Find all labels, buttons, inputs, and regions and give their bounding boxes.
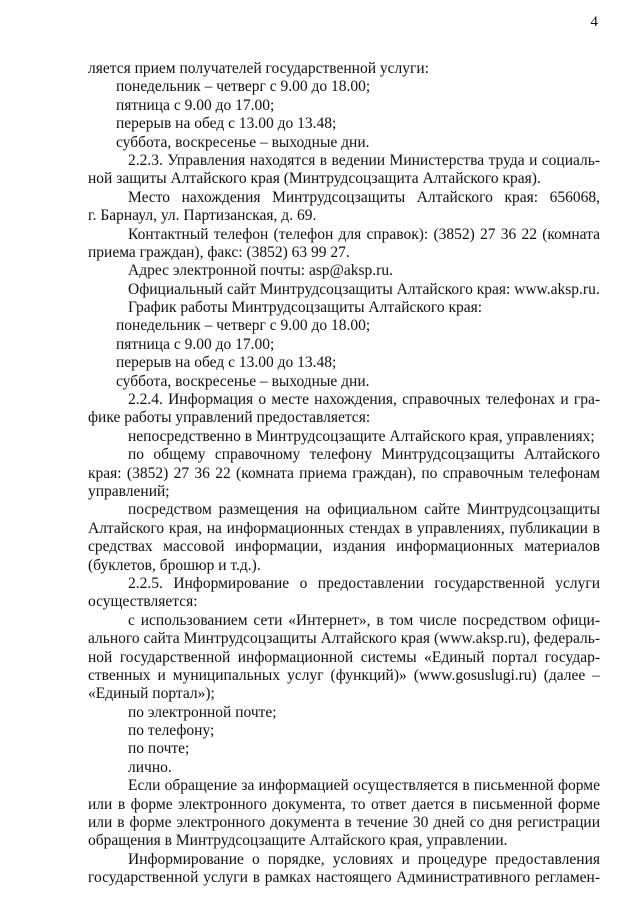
text-line: непосредственно в Минтрудсоцзащите Алтайского края, управлениях;: [128, 427, 595, 445]
text-line: ственных и муниципальных услуг (функций)» (www.gosuslugi.ru) (далее –: [88, 666, 600, 684]
text-line: Адрес электронной почты: asp@aksp.ru.: [128, 262, 393, 280]
text-line: пятница с 9.00 до 17.00;: [116, 96, 275, 114]
text-line: пятница с 9.00 до 17.00;: [116, 335, 275, 353]
document-body: [88, 60, 600, 888]
text-line: ляется прием получателей государственной услуги:: [88, 60, 429, 77]
text-line: 2.2.3. Управления находятся в ведении Министерства труда и социаль-: [128, 151, 600, 169]
text-line: суббота, воскресенье – выходные дни.: [116, 372, 370, 390]
text-line: управлений;: [88, 482, 170, 500]
text-line: осуществляется:: [88, 593, 198, 611]
text-line: по телефону;: [128, 722, 215, 740]
text-line: посредством размещения на официальном сайте Минтрудсоцзащиты: [128, 501, 600, 519]
text-line: государственной услуги в рамках настоящего Административного регламен-: [88, 869, 600, 887]
text-line: по общему справочному телефону Минтрудсоцзащиты Алтайского: [128, 446, 600, 464]
text-line: ального сайта Минтрудсоцзащиты Алтайского края (www.aksp.ru), федераль-: [88, 630, 600, 648]
text-line: края: (3852) 27 36 22 (комната приема граждан), по справочным телефонам: [88, 464, 600, 482]
text-line: График работы Минтрудсоцзащиты Алтайского края:: [128, 299, 483, 317]
text-line: г. Барнаул, ул. Партизанская, д. 69.: [88, 207, 317, 225]
text-line: или в форме электронного документа в течение 30 дней со дня регистрации: [88, 814, 600, 832]
text-line: Контактный телефон (телефон для справок): (3852) 27 36 22 (комната: [128, 225, 600, 243]
text-line: понедельник – четверг с 9.00 до 18.00;: [116, 78, 371, 96]
text-line: (буклетов, брошюр и т.д.).: [88, 556, 261, 574]
text-line: приема граждан), факс: (3852) 63 99 27.: [88, 243, 350, 261]
text-line: Официальный сайт Минтрудсоцзащиты Алтайского края: www.aksp.ru.: [128, 280, 600, 298]
text-line: Алтайского края, на информационных стендах в управлениях, публикации в: [88, 519, 600, 537]
text-line: перерыв на обед с 13.00 до 13.48;: [116, 115, 337, 133]
text-line: «Единый портал»);: [88, 685, 215, 703]
text-line: 2.2.5. Информирование о предоставлении государственной услуги: [128, 574, 600, 592]
text-line: по почте;: [128, 740, 190, 758]
text-line: средствах массовой информации, издания информационных материалов: [88, 538, 600, 556]
text-line: обращения в Минтрудсоцзащите Алтайского края, управлении.: [88, 832, 508, 850]
text-line: Если обращение за информацией осуществляется в письменной форме: [128, 777, 600, 795]
text-line: лично.: [128, 758, 172, 776]
text-line: ной государственной информационной системы «Единый портал государ-: [88, 648, 600, 666]
text-line: понедельник – четверг с 9.00 до 18.00;: [116, 317, 371, 335]
page-number: 4: [590, 14, 598, 30]
text-line: или в форме электронного документа, то ответ дается в письменной форме: [88, 795, 600, 813]
text-line: суббота, воскресенье – выходные дни.: [116, 133, 370, 151]
text-line: Место нахождения Минтрудсоцзащиты Алтайского края: 656068,: [128, 188, 600, 206]
text-line: ной защиты Алтайского края (Минтрудсоцзащита Алтайского края).: [88, 170, 541, 188]
text-line: Информирование о порядке, условиях и процедуре предоставления: [128, 850, 600, 868]
text-line: перерыв на обед с 13.00 до 13.48;: [116, 354, 337, 372]
text-line: с использованием сети «Интернет», в том числе посредством офици-: [128, 611, 600, 629]
text-line: по электронной почте;: [128, 703, 277, 721]
text-line: фике работы управлений предоставляется:: [88, 409, 371, 427]
text-line: 2.2.4. Информация о месте нахождения, справочных телефонах и гра-: [128, 391, 600, 409]
